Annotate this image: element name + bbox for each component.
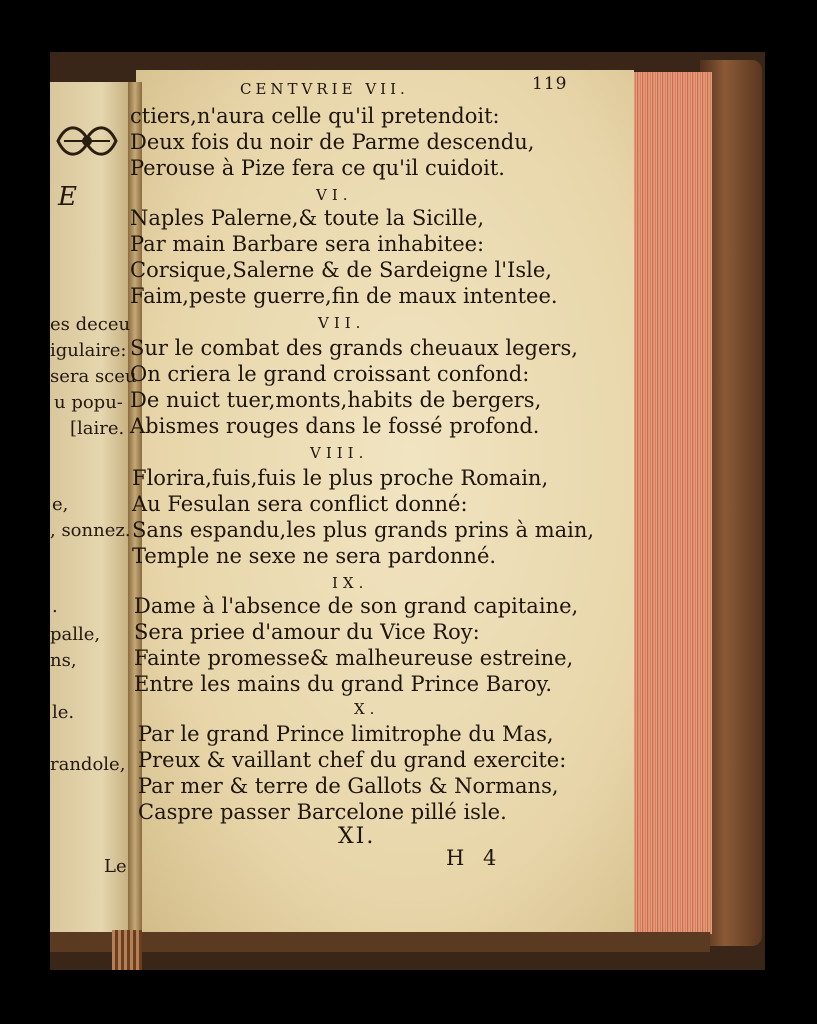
quatrain-numeral: IX.: [332, 574, 369, 592]
catchword: XI.: [338, 824, 376, 849]
verse-line: Florira,fuis,fuis le plus proche Romain,: [132, 466, 549, 490]
verse-line: Sera priee d'amour du Vice Roy:: [134, 620, 480, 644]
left-fragment: palle,: [50, 624, 101, 645]
verse-line: Faim,peste guerre,fin de maux intentee.: [130, 284, 558, 308]
verse-line: Sur le combat des grands cheuaux legers,: [130, 336, 578, 360]
left-fragment: igulaire:: [50, 340, 127, 361]
signature-mark: H 4: [446, 846, 503, 870]
verse-line: Au Fesulan sera conflict donné:: [132, 492, 468, 516]
left-fragment: le.: [52, 702, 75, 723]
verse-line: Naples Palerne,& toute la Sicille,: [130, 206, 484, 230]
verse-line: Par le grand Prince limitrophe du Mas,: [138, 722, 554, 746]
book-bottom-edge: [50, 932, 710, 952]
verse-line: De nuict tuer,monts,habits de bergers,: [130, 388, 542, 412]
verse-line: Deux fois du noir de Parme descendu,: [130, 130, 535, 154]
verse-line: Par mer & terre de Gallots & Normans,: [138, 774, 559, 798]
left-fragment: randole,: [50, 754, 126, 775]
left-fragment: .: [52, 596, 58, 617]
verse-line: Entre les mains du grand Prince Baroy.: [134, 672, 553, 696]
verse-line: Temple ne sexe ne sera pardonné.: [132, 544, 497, 568]
left-fragment: es deceu: [50, 314, 131, 335]
left-fragment: ns,: [50, 650, 77, 671]
verse-line: Corsique,Salerne & de Sardeigne l'Isle,: [130, 258, 552, 282]
quatrain-numeral: VIII.: [310, 444, 369, 462]
quatrain-numeral: VI.: [316, 186, 353, 204]
verse-line: Perouse à Pize fera ce qu'il cuidoit.: [130, 156, 505, 180]
verse-line: On criera le grand croissant confond:: [130, 362, 530, 386]
quatrain-numeral: VII.: [318, 314, 366, 332]
bookmark-ribbon: [112, 930, 142, 970]
left-fragment: , sonnez.: [50, 520, 131, 541]
left-fragment: [laire.: [70, 418, 125, 439]
left-fragment: u popu-: [54, 392, 123, 413]
verse-line: Sans espandu,les plus grands prins à main,: [132, 518, 595, 542]
left-catchword: Le: [104, 856, 127, 877]
verse-line: ctiers,n'aura celle qu'il pretendoit:: [130, 104, 500, 128]
quatrain-numeral: X.: [354, 700, 380, 718]
running-head: CENTVRIE VII.: [240, 80, 409, 98]
left-fragment: E: [58, 182, 77, 212]
page-number: 119: [532, 74, 568, 94]
verse-line: Caspre passer Barcelone pillé isle.: [138, 800, 507, 824]
verse-line: Preux & vaillant chef du grand exercite:: [138, 748, 567, 772]
printer-ornament-icon: [56, 118, 118, 164]
verse-line: Dame à l'absence de son grand capitaine,: [134, 594, 579, 618]
verse-line: Fainte promesse& malheureuse estreine,: [134, 646, 574, 670]
left-fragment: sera sceu: [50, 366, 137, 387]
left-fragment: e,: [52, 494, 69, 515]
verse-line: Par main Barbare sera inhabitee:: [130, 232, 485, 256]
verse-line: Abismes rouges dans le fossé profond.: [130, 414, 540, 438]
